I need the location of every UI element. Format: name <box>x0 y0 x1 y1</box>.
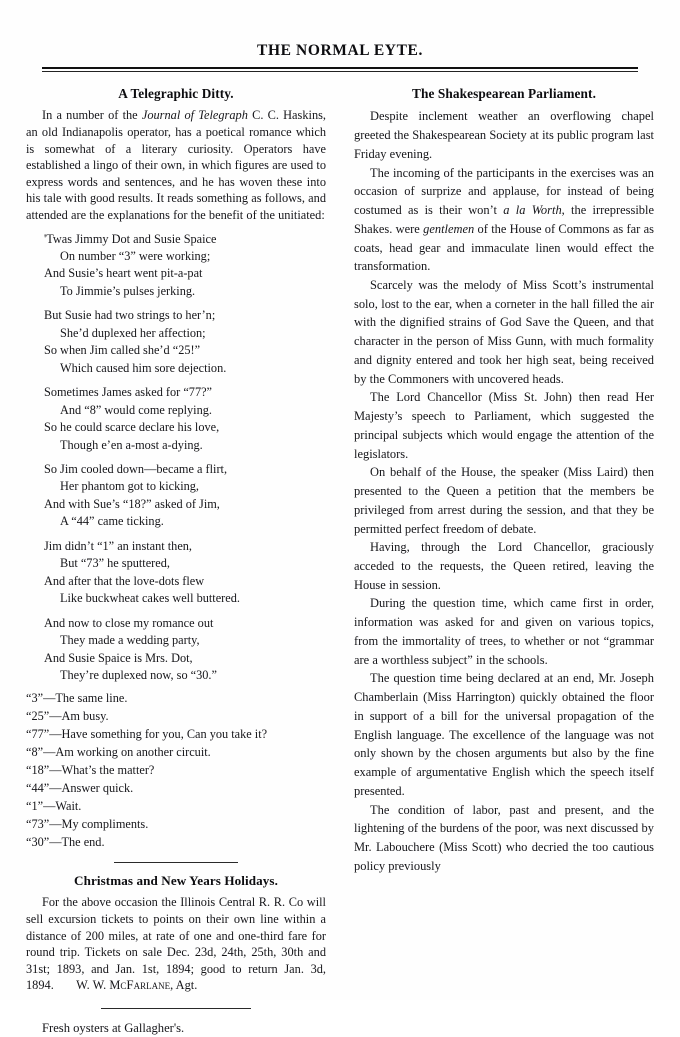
glossary-line: “73”—My compliments. <box>26 816 149 831</box>
poem-line: 'Twas Jimmy Dot and Susie Spaice <box>44 231 217 246</box>
glossary-line: “3”—The same line. <box>26 691 128 706</box>
poem-line: So Jim cooled down—became a flirt, <box>44 461 228 476</box>
poem-stanza <box>26 538 326 608</box>
signature-smallcaps: cFarlane <box>120 978 171 993</box>
glossary-line: “25”—Am busy. <box>26 709 109 724</box>
poem-line: On number “3” were working; <box>60 249 211 263</box>
notice-divider-rule <box>101 1008 251 1009</box>
article-paragraph: The question time being declared at an end, Mr. Joseph Chamberlain (Miss Harrington) quickly obtained the floor in support of a bill for the universal propagation of the English language. The excellence of the language was not only shown by the chosen arguments but also by the fine example of argumentative English which the speech itself presented. <box>354 671 654 798</box>
poem-line: And after that the love-dots flew <box>44 573 205 588</box>
poem-stanza <box>26 461 326 531</box>
glossary-line: “18”—What’s the matter? <box>26 762 155 777</box>
article-paragraph: Having, through the Lord Chancellor, graciously acceded to the requests, the Queen retired, leaving the House in session. <box>354 540 654 592</box>
poem-line: They’re duplexed now, so “30.” <box>60 667 217 682</box>
article-heading-telegraphic-ditty: A Telegraphic Ditty. <box>118 86 234 102</box>
poem-line: A “44” came ticking. <box>60 514 164 529</box>
article-paragraph: Scarcely was the melody of Miss Scott’s instrumental solo, lost to the ear, when a corneter in the hall filled the air with the dignified strains of God Save the Queen, and that character in the person of Miss Gunn, with much formality and dignity entered and took her high seat, being received by the Commoners with uncovered heads. <box>354 278 654 386</box>
italic-phrase: a la Worth <box>503 203 562 218</box>
poem-line: Which caused him sore dejection. <box>60 360 227 375</box>
poem-line: But Susie had two strings to her’n; <box>44 308 216 323</box>
poem-line: And “8” would come replying. <box>60 402 212 417</box>
two-column-layout <box>0 72 680 1037</box>
agent-signature: W. W. McFarlane, Agt. <box>76 978 198 993</box>
article-paragraph: During the question time, which came first in order, information was asked for and given on various topics, from the immortality of trees, to whether or not “grammar are a worthless subject” in the schools. <box>354 596 654 667</box>
poem-stanza <box>26 384 326 454</box>
article-heading-christmas-holidays: Christmas and New Years Holidays. <box>74 873 278 889</box>
poem-stanza <box>26 615 326 685</box>
poem <box>26 231 326 685</box>
poem-stanza <box>26 231 326 301</box>
poem-line: They made a wedding party, <box>60 633 200 648</box>
italic-phrase: gentlemen <box>423 221 475 236</box>
poem-line: And now to close my romance out <box>44 615 214 630</box>
article-intro-paragraph: In a number of the Journal of Telegraph C. C. Haskins, an old Indianapolis operator, has a poetical romance which is somewhat of a literary curiosity. Operators have established a lingo of their own, in which figures are used to express words and sentences, and he has woven these into his tale with good results. It reads something as follows, and attended are the explanations for the benefit of the unitiated: <box>26 108 327 222</box>
article-paragraph: The condition of labor, past and present, and the lightening of the burdens of the poor, was next discussed by Mr. Labouchere (Miss Scott) who decried the too cautious policy previously <box>354 802 654 873</box>
poem-line: But “73” he sputtered, <box>60 556 170 571</box>
left-column <box>26 86 326 1037</box>
poem-line: Sometimes James asked for “77?” <box>44 385 213 400</box>
glossary-line: “77”—Have something for you, Can you take it? <box>26 727 268 742</box>
right-column <box>354 86 654 1037</box>
poem-line: Jim didn’t “1” an instant then, <box>44 538 192 553</box>
poem-line: Her phantom got to kicking, <box>60 479 200 494</box>
poem-line: Though e’en a-most a-dying. <box>60 437 203 452</box>
page-title: THE NORMAL EYTE. <box>257 42 423 59</box>
poem-line: And with Sue’s “18?” asked of Jim, <box>44 496 220 511</box>
section-divider-rule <box>114 862 238 863</box>
poem-line: Like buckwheat cakes well buttered. <box>60 591 240 606</box>
poem-line: And Susie’s heart went pit-a-pat <box>44 266 203 281</box>
glossary-line: “8”—Am working on another circuit. <box>26 745 211 760</box>
poem-line: She’d duplexed her affection; <box>60 325 206 340</box>
oyster-notice: Fresh oysters at Gallagher's. <box>42 1020 185 1035</box>
poem-line: And Susie Spaice is Mrs. Dot, <box>44 650 193 665</box>
poem-line: So when Jim called she’d “25!” <box>44 343 201 358</box>
article-paragraph: The Lord Chancellor (Miss St. John) then read Her Majesty’s speech to Parliament, which suggested the principal subjects which would engage the attention of the legislators. <box>354 390 654 461</box>
article-paragraph: Despite inclement weather an overflowing chapel greeted the Shakespearean Society at its public program last Friday evening. <box>354 109 654 161</box>
christmas-holidays-paragraph: For the above occasion the Illinois Central R. R. Co will sell excursion tickets to points on their own line within a distance of 200 miles, at rate of one and one-third fare for round trip. Tickets on sale Dec. 23d, 24th, 25th, 30th and 31st; 1893, and Jan. 1st, 1894; good to return Jan. 3d, 1894. W. W. McFarlane, Agt. <box>26 895 326 993</box>
poem-line: So he could scarce declare his love, <box>44 420 220 435</box>
poem-stanza <box>26 307 326 377</box>
glossary-line: “30”—The end. <box>26 834 105 849</box>
article-heading-shakespearean-parliament: The Shakespearean Parliament. <box>411 86 596 102</box>
shakespearean-parliament-body <box>354 107 654 875</box>
telegraph-code-glossary <box>26 690 326 851</box>
article-paragraph: On behalf of the House, the speaker (Miss Laird) then presented to the Queen a petition that the members be privileged from arrest during the session, and that they be permitted perfect freedom of debate. <box>354 465 654 536</box>
glossary-line: “1”—Wait. <box>26 798 82 813</box>
article-paragraph: The incoming of the participants in the exercises was an occasion of surprize and applause, for instead of being costumed as is their won’t a la Worth, the irrepressible Shakes. were gentlemen of the House of Commons as far as coats, head gear and immaculate linen would effect the transformation. <box>354 165 654 274</box>
poem-line: To Jimmie’s pulses jerking. <box>60 283 196 298</box>
italic-phrase: Journal of Telegraph <box>141 108 248 123</box>
glossary-line: “44”—Answer quick. <box>26 780 134 795</box>
